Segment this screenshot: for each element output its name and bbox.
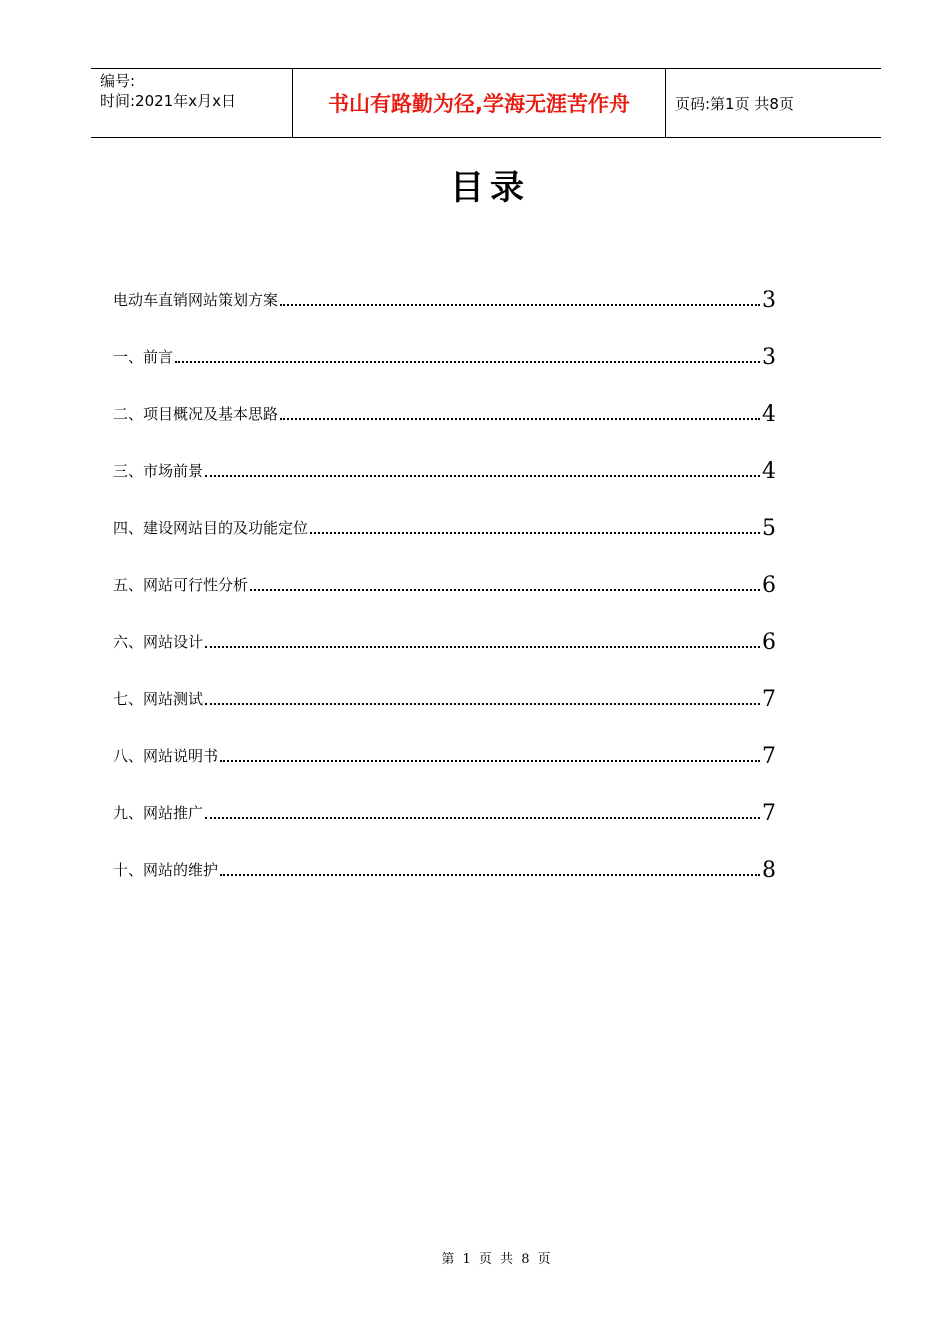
toc-entry[interactable] <box>113 597 776 654</box>
toc-leader <box>205 703 760 705</box>
toc-entry-text: 四、建设网站目的及功能定位 <box>113 519 309 537</box>
toc-entry[interactable] <box>113 312 776 369</box>
toc-leader <box>310 532 760 534</box>
time-label: 时间:2021年x月x日 <box>100 92 236 110</box>
toc-leader <box>175 361 760 363</box>
page-title: 目录 <box>450 168 530 208</box>
toc-entry-page: 6 <box>762 573 776 598</box>
toc-entry[interactable] <box>113 426 776 483</box>
toc-list <box>113 255 776 882</box>
toc-entry-text: 一、前言 <box>113 348 174 366</box>
toc-entry-page: 7 <box>762 744 776 769</box>
toc-entry-text: 六、网站设计 <box>113 633 204 651</box>
toc-leader <box>205 475 760 477</box>
motto: 书山有路勤为径,学海无涯苦作舟 <box>293 69 666 137</box>
toc-entry[interactable] <box>113 825 776 882</box>
toc-entry-text: 七、网站测试 <box>113 690 204 708</box>
toc-entry[interactable] <box>113 483 776 540</box>
toc-entry-page: 7 <box>762 801 776 826</box>
toc-entry-page: 5 <box>762 516 776 541</box>
page-footer: 第 1 页 共 8 页 <box>441 1252 551 1267</box>
toc-entry-text: 二、项目概况及基本思路 <box>113 405 279 423</box>
toc-leader <box>250 589 760 591</box>
toc-entry-page: 4 <box>762 459 776 484</box>
toc-leader <box>205 646 760 648</box>
header-info-cell <box>91 69 293 137</box>
toc-entry-page: 7 <box>762 687 776 712</box>
toc-entry-text: 九、网站推广 <box>113 804 204 822</box>
number-label: 编号: <box>100 72 136 90</box>
toc-entry[interactable] <box>113 711 776 768</box>
toc-entry-text: 八、网站说明书 <box>113 747 219 765</box>
toc-entry-text: 五、网站可行性分析 <box>113 576 249 594</box>
toc-entry-text: 电动车直销网站策划方案 <box>113 291 279 309</box>
toc-entry-page: 3 <box>762 288 776 313</box>
page-code: 页码:第1页 共8页 <box>675 94 794 113</box>
toc-entry-page: 6 <box>762 630 776 655</box>
toc-leader <box>205 817 760 819</box>
toc-entry[interactable] <box>113 654 776 711</box>
toc-entry-text: 三、市场前景 <box>113 462 204 480</box>
header-table <box>91 68 881 138</box>
toc-entry-page: 4 <box>762 402 776 427</box>
toc-entry-page: 3 <box>762 345 776 370</box>
toc-entry-text: 十、网站的维护 <box>113 861 219 879</box>
toc-leader <box>280 304 760 306</box>
toc-entry-page: 8 <box>762 858 776 883</box>
toc-leader <box>220 760 760 762</box>
toc-leader <box>280 418 760 420</box>
toc-leader <box>220 874 760 876</box>
toc-entry[interactable] <box>113 369 776 426</box>
toc-entry[interactable] <box>113 540 776 597</box>
toc-entry[interactable] <box>113 768 776 825</box>
toc-entry[interactable] <box>113 255 776 312</box>
